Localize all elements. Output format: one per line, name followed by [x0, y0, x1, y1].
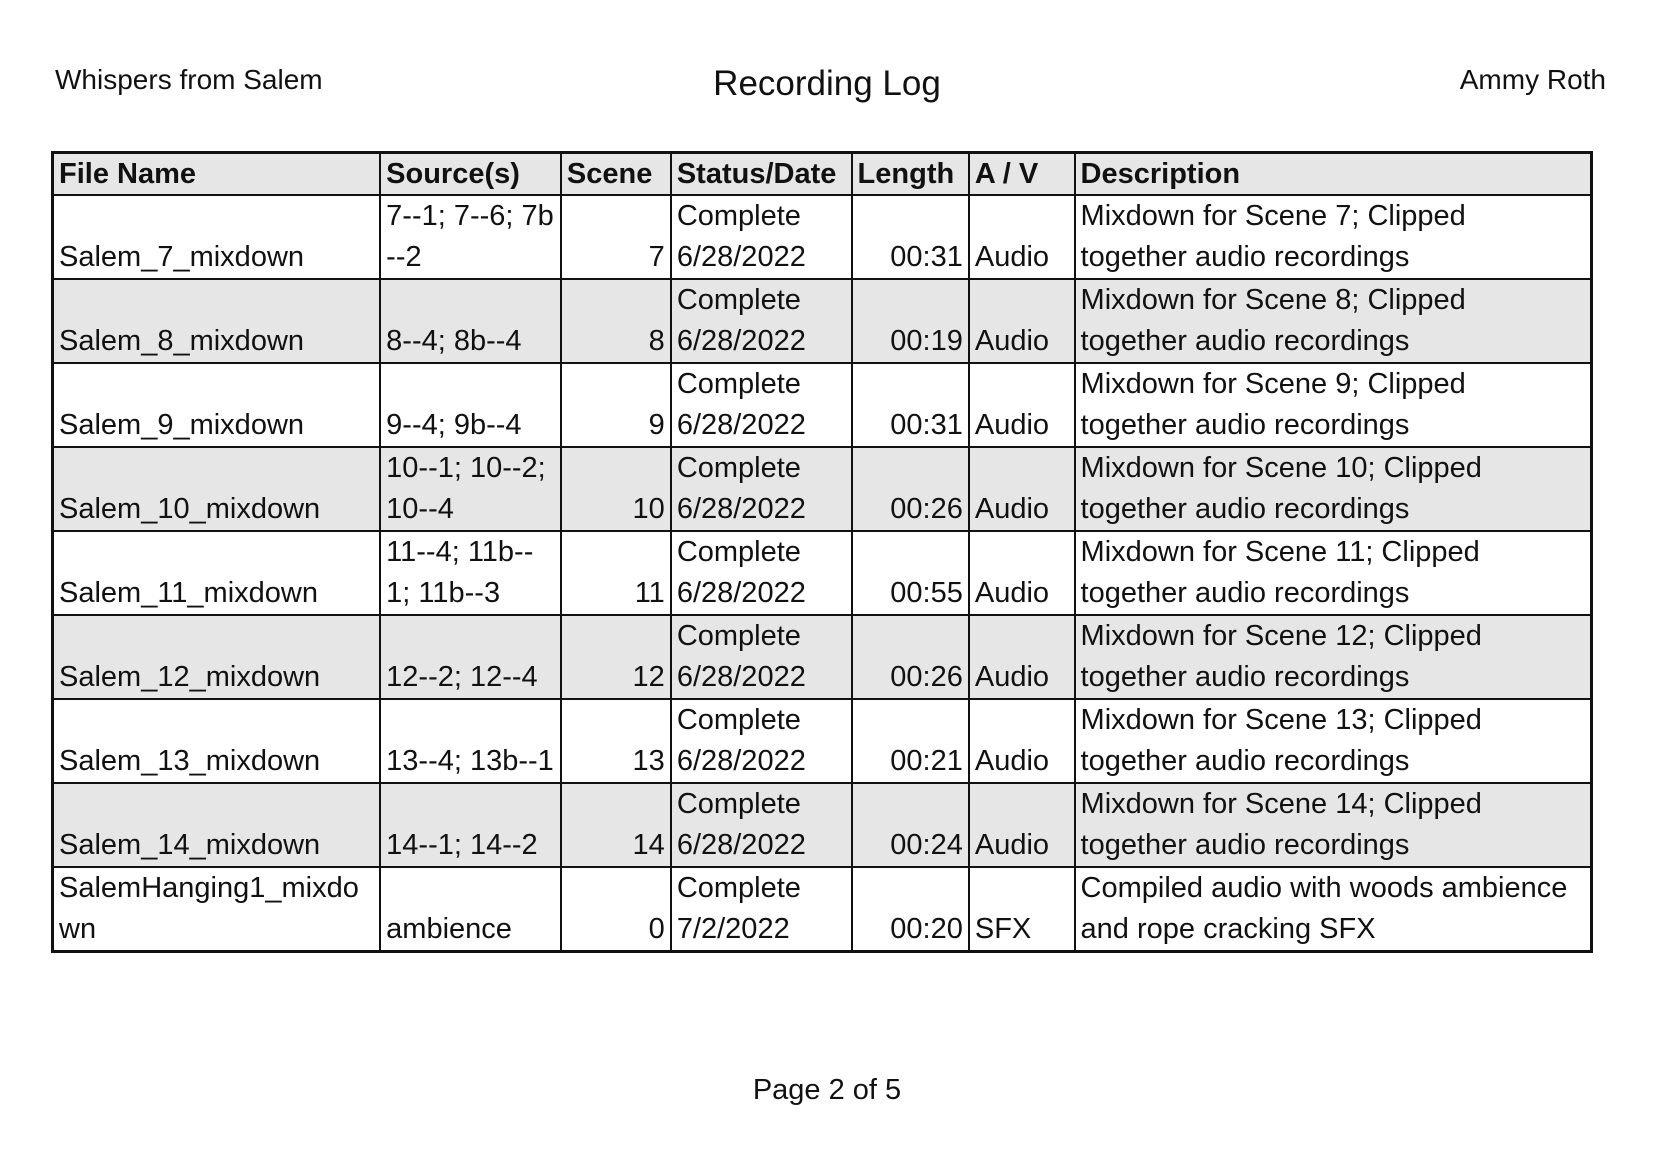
cell-sources: [380, 531, 561, 615]
cell-file-name-text: Salem_7_mixdown: [59, 241, 305, 273]
cell-status-date: [671, 195, 852, 279]
col-header-scene: Scene: [561, 153, 671, 196]
cell-av-text: Audio: [974, 241, 1050, 273]
table-row: [53, 699, 1592, 783]
cell-file-name: [53, 363, 381, 447]
cell-av-text: Audio: [974, 577, 1050, 609]
table-row: [53, 363, 1592, 447]
cell-sources-text: 12--2; 12--4: [386, 661, 538, 693]
cell-description-text: together audio recordings: [1080, 241, 1410, 273]
cell-status-date: [671, 279, 852, 363]
cell-sources: [380, 447, 561, 531]
cell-status-date-text: 6/28/2022: [676, 661, 806, 693]
cell-description-text: Mixdown for Scene 8; Clipped: [1080, 284, 1466, 316]
cell-scene: [561, 531, 671, 615]
cell-description-text: together audio recordings: [1080, 325, 1410, 357]
cell-description-text: Mixdown for Scene 13; Clipped: [1080, 704, 1482, 736]
cell-description-text: together audio recordings: [1080, 409, 1410, 441]
cell-scene: [561, 867, 671, 952]
cell-description-text: Mixdown for Scene 11; Clipped: [1080, 536, 1480, 568]
cell-description: [1075, 195, 1592, 279]
cell-scene: [561, 615, 671, 699]
cell-description-text: Mixdown for Scene 10; Clipped: [1080, 452, 1482, 484]
cell-length: [852, 699, 969, 783]
cell-description: [1075, 447, 1592, 531]
cell-file-name-text: Salem_9_mixdown: [59, 409, 305, 441]
cell-sources: [380, 195, 561, 279]
cell-av-text: Audio: [974, 493, 1050, 525]
cell-sources-text: 7--1; 7--6; 7b--2: [386, 200, 554, 273]
cell-status-date-text: Complete: [676, 872, 801, 904]
cell-scene: [561, 699, 671, 783]
cell-scene-text: 0: [648, 913, 665, 945]
cell-sources: [380, 867, 561, 952]
cell-file-name: [53, 783, 381, 867]
cell-length-text: 00:26: [890, 493, 963, 525]
cell-sources-text: 8--4; 8b--4: [386, 325, 522, 357]
cell-description: [1075, 867, 1592, 952]
cell-scene-text: 11: [634, 577, 665, 609]
cell-av-text: SFX: [974, 913, 1032, 945]
cell-status-date-text: Complete: [676, 368, 801, 400]
cell-status-date-text: Complete: [676, 788, 801, 820]
cell-description-text: Mixdown for Scene 7; Clipped: [1080, 200, 1466, 232]
cell-description: [1075, 363, 1592, 447]
cell-av-text: Audio: [974, 325, 1050, 357]
cell-description-text: together audio recordings: [1080, 661, 1410, 693]
cell-av: [969, 615, 1075, 699]
table-row: [53, 447, 1592, 531]
cell-length-text: 00:20: [890, 913, 963, 945]
cell-length-text: 00:31: [890, 241, 963, 273]
cell-av-text: Audio: [974, 745, 1050, 777]
cell-file-name: [53, 531, 381, 615]
cell-description-text: together audio recordings: [1080, 493, 1410, 525]
cell-scene: [561, 783, 671, 867]
cell-status-date-text: 6/28/2022: [676, 409, 806, 441]
cell-length: [852, 447, 969, 531]
cell-av: [969, 363, 1075, 447]
cell-scene-text: 13: [632, 745, 665, 777]
cell-sources: [380, 783, 561, 867]
cell-status-date-text: Complete: [676, 200, 801, 232]
cell-sources-text: 11--4; 11b--1; 11b--3: [386, 536, 534, 609]
col-header-length: Length: [852, 153, 969, 196]
cell-av: [969, 447, 1075, 531]
cell-scene-text: 14: [632, 829, 665, 861]
recording-log-table: [51, 151, 1593, 953]
cell-length: [852, 867, 969, 952]
cell-description-text: Mixdown for Scene 12; Clipped: [1080, 620, 1482, 652]
cell-sources: [380, 699, 561, 783]
cell-file-name: [53, 615, 381, 699]
cell-length: [852, 783, 969, 867]
table-row: [53, 195, 1592, 279]
cell-length-text: 00:24: [890, 829, 963, 861]
col-header-description: Description: [1075, 153, 1592, 196]
project-title: Whispers from Salem: [55, 64, 323, 95]
cell-description: [1075, 615, 1592, 699]
col-header-sources: Source(s): [380, 153, 561, 196]
cell-scene: [561, 279, 671, 363]
cell-description-text: Mixdown for Scene 9; Clipped: [1080, 368, 1466, 400]
cell-description-text: together audio recordings: [1080, 829, 1410, 861]
cell-scene: [561, 363, 671, 447]
cell-length: [852, 195, 969, 279]
cell-sources-text: 14--1; 14--2: [386, 829, 538, 861]
cell-status-date-text: 7/2/2022: [676, 913, 790, 945]
cell-scene-text: 10: [632, 493, 665, 525]
cell-av-text: Audio: [974, 661, 1050, 693]
cell-av: [969, 279, 1075, 363]
table-row: [53, 867, 1592, 952]
cell-description-text: together audio recordings: [1080, 577, 1410, 609]
cell-file-name-text: Salem_8_mixdown: [59, 325, 305, 357]
table-row: [53, 531, 1592, 615]
cell-file-name-text: Salem_12_mixdown: [59, 661, 321, 693]
cell-file-name: [53, 867, 381, 952]
cell-length: [852, 363, 969, 447]
cell-file-name-text: Salem_10_mixdown: [59, 493, 321, 525]
cell-file-name-text: Salem_13_mixdown: [59, 745, 321, 777]
cell-description: [1075, 531, 1592, 615]
cell-sources-text: 9--4; 9b--4: [386, 409, 522, 441]
author-name: Ammy Roth: [1459, 64, 1606, 95]
page-number: Page 2 of 5: [752, 1074, 902, 1106]
cell-scene-text: 7: [648, 241, 665, 273]
cell-scene-text: 8: [648, 325, 665, 357]
cell-description-text: Compiled audio with woods ambience: [1080, 872, 1568, 904]
cell-status-date-text: 6/28/2022: [676, 325, 806, 357]
cell-sources: [380, 615, 561, 699]
cell-file-name-text: Salem_14_mixdown: [59, 829, 321, 861]
cell-status-date: [671, 531, 852, 615]
table-row: [53, 783, 1592, 867]
cell-av: [969, 531, 1075, 615]
cell-sources-text: 10--1; 10--2; 10--4: [386, 452, 546, 525]
cell-file-name: [53, 699, 381, 783]
cell-sources: [380, 279, 561, 363]
cell-length-text: 00:21: [890, 745, 963, 777]
cell-status-date: [671, 783, 852, 867]
cell-length-text: 00:55: [890, 577, 963, 609]
cell-file-name-text: Salem_11_mixdown: [59, 577, 318, 609]
cell-length-text: 00:19: [890, 325, 963, 357]
table-row: [53, 615, 1592, 699]
cell-av: [969, 699, 1075, 783]
cell-status-date-text: Complete: [676, 536, 801, 568]
cell-length-text: 00:31: [890, 409, 963, 441]
col-header-status-date: Status/Date: [671, 153, 852, 196]
cell-status-date-text: 6/28/2022: [676, 493, 806, 525]
col-header-av: A / V: [969, 153, 1075, 196]
cell-av-text: Audio: [974, 829, 1050, 861]
cell-scene-text: 9: [648, 409, 665, 441]
cell-av-text: Audio: [974, 409, 1050, 441]
cell-av: [969, 867, 1075, 952]
cell-status-date-text: 6/28/2022: [676, 577, 806, 609]
cell-description: [1075, 699, 1592, 783]
cell-description: [1075, 279, 1592, 363]
cell-status-date: [671, 615, 852, 699]
cell-length: [852, 531, 969, 615]
cell-status-date: [671, 447, 852, 531]
cell-status-date-text: Complete: [676, 452, 801, 484]
cell-status-date-text: 6/28/2022: [676, 829, 806, 861]
header-row: [53, 153, 1592, 196]
cell-status-date-text: Complete: [676, 620, 801, 652]
cell-sources-text: ambience: [386, 913, 512, 945]
cell-status-date: [671, 867, 852, 952]
cell-file-name: [53, 195, 381, 279]
cell-status-date-text: Complete: [676, 704, 801, 736]
cell-scene: [561, 447, 671, 531]
col-header-file-name: File Name: [53, 153, 381, 196]
cell-file-name: [53, 279, 381, 363]
table-body: [53, 195, 1592, 952]
cell-description-text: and rope cracking SFX: [1080, 913, 1376, 945]
cell-file-name: [53, 447, 381, 531]
cell-status-date-text: 6/28/2022: [676, 241, 806, 273]
cell-sources: [380, 363, 561, 447]
cell-description: [1075, 783, 1592, 867]
cell-status-date-text: Complete: [676, 284, 801, 316]
cell-av: [969, 783, 1075, 867]
cell-av: [969, 195, 1075, 279]
cell-status-date-text: 6/28/2022: [676, 745, 806, 777]
cell-status-date: [671, 699, 852, 783]
cell-length-text: 00:26: [890, 661, 963, 693]
cell-length: [852, 615, 969, 699]
cell-sources-text: 13--4; 13b--1: [386, 745, 554, 777]
cell-description-text: Mixdown for Scene 14; Clipped: [1080, 788, 1482, 820]
cell-length: [852, 279, 969, 363]
cell-file-name-text: SalemHanging1_mixdown: [59, 872, 359, 945]
table-row: [53, 279, 1592, 363]
cell-scene: [561, 195, 671, 279]
cell-status-date: [671, 363, 852, 447]
cell-scene-text: 12: [632, 661, 665, 693]
cell-description-text: together audio recordings: [1080, 745, 1410, 777]
page-title: Recording Log: [713, 64, 941, 103]
